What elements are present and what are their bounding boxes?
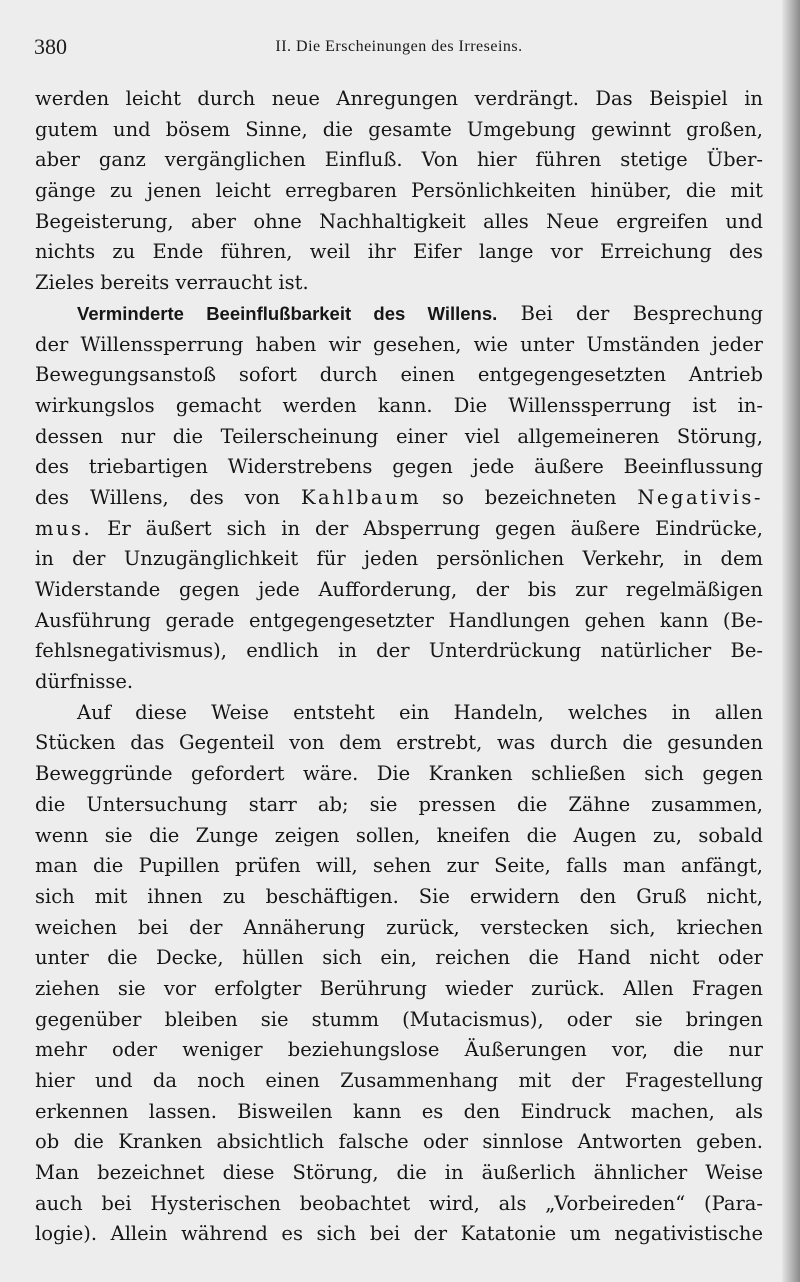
text-line: auch bei Hysterischen beobachtet wird, als „Vorbeireden“ (Para- xyxy=(35,1191,763,1215)
running-title: II. Die Erscheinungen des Irreseins. xyxy=(275,38,523,55)
text-line: logie). Allein während es sich bei der Katatonie um negativistische xyxy=(35,1222,763,1246)
section-paragraph xyxy=(35,299,763,698)
text-line: des triebartigen Widerstrebens gegen jede äußere Beeinflussung xyxy=(35,455,763,479)
text-line: unter die Decke, hüllen sich ein, reichen die Hand nicht oder xyxy=(35,946,763,970)
text-line: Stücken das Gegenteil von dem erstrebt, was durch die gesunden xyxy=(35,731,763,755)
section-heading: Verminderte Beeinflußbarkeit des Willens. xyxy=(77,302,498,324)
text-line: die Untersuchung starr ab; sie pressen die Zähne zusammen, xyxy=(35,792,763,816)
text-line: der Willenssperrung haben wir gesehen, wie unter Umständen jeder xyxy=(35,332,763,356)
text-line: man die Pupillen prüfen will, sehen zur Seite, falls man anfängt, xyxy=(35,854,763,878)
text-line: wenn sie die Zunge zeigen sollen, kneifen die Augen zu, sobald xyxy=(35,823,763,847)
paragraph-1 xyxy=(35,84,763,299)
text-line: in der Unzugänglichkeit für jeden persönlichen Verkehr, in dem xyxy=(35,547,763,571)
text-line: dessen nur die Teilerscheinung einer viel allgemeineren Störung, xyxy=(35,424,763,448)
text-line: werden leicht durch neue Anregungen verdrängt. Das Beispiel in xyxy=(35,87,763,110)
text-line: Man bezeichnet diese Störung, die in äußerlich ähnlicher Weise xyxy=(35,1161,763,1185)
text-line: Bewegungsanstoß sofort durch einen entgegengesetzten Antrieb xyxy=(35,363,763,387)
text-line: erkennen lassen. Bisweilen kann es den Eindruck machen, als xyxy=(35,1099,763,1123)
text-line-kahlbaum xyxy=(35,483,763,514)
text-line: Beweggründe gefordert wäre. Die Kranken schließen sich gegen xyxy=(35,762,763,786)
text-line: sich mit ihnen zu beschäftigen. Sie erwidern den Gruß nicht, xyxy=(35,884,763,908)
author-name-kahlbaum: Kahlbaum xyxy=(300,485,422,509)
text-line: aber ganz vergänglichen Einfluß. Von hier führen stetige Über- xyxy=(35,148,763,172)
text-line: ob die Kranken absichtlich falsche oder sinnlose Antworten geben. xyxy=(35,1130,763,1154)
text-run: so bezeichneten xyxy=(442,485,617,509)
text-line: Zieles bereits verraucht ist. xyxy=(35,271,309,295)
term-negativismus-part2: mus. xyxy=(35,516,93,540)
text-run: Er äußert sich in der Absperrung gegen äußere Eindrücke, xyxy=(107,516,764,540)
text-line: gänge zu jenen leicht erregbaren Persönlichkeiten hinüber, die mit xyxy=(35,179,763,203)
text-line: nichts zu Ende führen, weil ihr Eifer lange vor Erreichung des xyxy=(35,240,763,264)
text-line: weichen bei der Annäherung zurück, verstecken sich, kriechen xyxy=(35,915,763,939)
page-number: 380 xyxy=(34,34,67,59)
text-line: Widerstande gegen jede Aufforderung, der bis zur regelmäßigen xyxy=(35,578,763,601)
page-header xyxy=(34,34,764,60)
text-line-mus xyxy=(35,514,763,545)
text-line: dürfnisse. xyxy=(35,670,134,694)
text-line: Begeisterung, aber ohne Nachhaltigkeit alles Neue ergreifen und xyxy=(35,209,763,233)
term-negativismus-part1: Negativis- xyxy=(637,485,763,509)
text-run: des Willens, des von xyxy=(35,485,280,509)
text-line: gutem und bösem Sinne, die gesamte Umgebung gewinnt großen, xyxy=(35,117,763,141)
text-line: mehr oder weniger beziehungslose Äußerungen vor, die nur xyxy=(35,1038,763,1062)
text-line: gegenüber bleiben sie stumm (Mutacismus), oder sie bringen xyxy=(35,1007,763,1031)
text-line: Ausführung gerade entgegengesetzter Handlungen gehen kann (Be- xyxy=(35,608,763,632)
text-line: Auf diese Weise entsteht ein Handeln, welches in allen xyxy=(77,700,763,724)
text-line: wirkungslos gemacht werden kann. Die Willenssperrung ist in- xyxy=(35,393,763,417)
paragraph-2 xyxy=(35,698,763,1250)
body-text xyxy=(35,84,763,1250)
text-line: ziehen sie vor erfolgter Berührung wieder zurück. Allen Fragen xyxy=(35,976,763,1000)
text-line: hier und da noch einen Zusammenhang mit der Fragestellung xyxy=(35,1069,763,1092)
text-run: Bei der Besprechung xyxy=(520,301,763,325)
section-first-line xyxy=(35,299,763,330)
text-line: fehlsnegativismus), endlich in der Unterdrückung natürlicher Be- xyxy=(35,639,763,663)
